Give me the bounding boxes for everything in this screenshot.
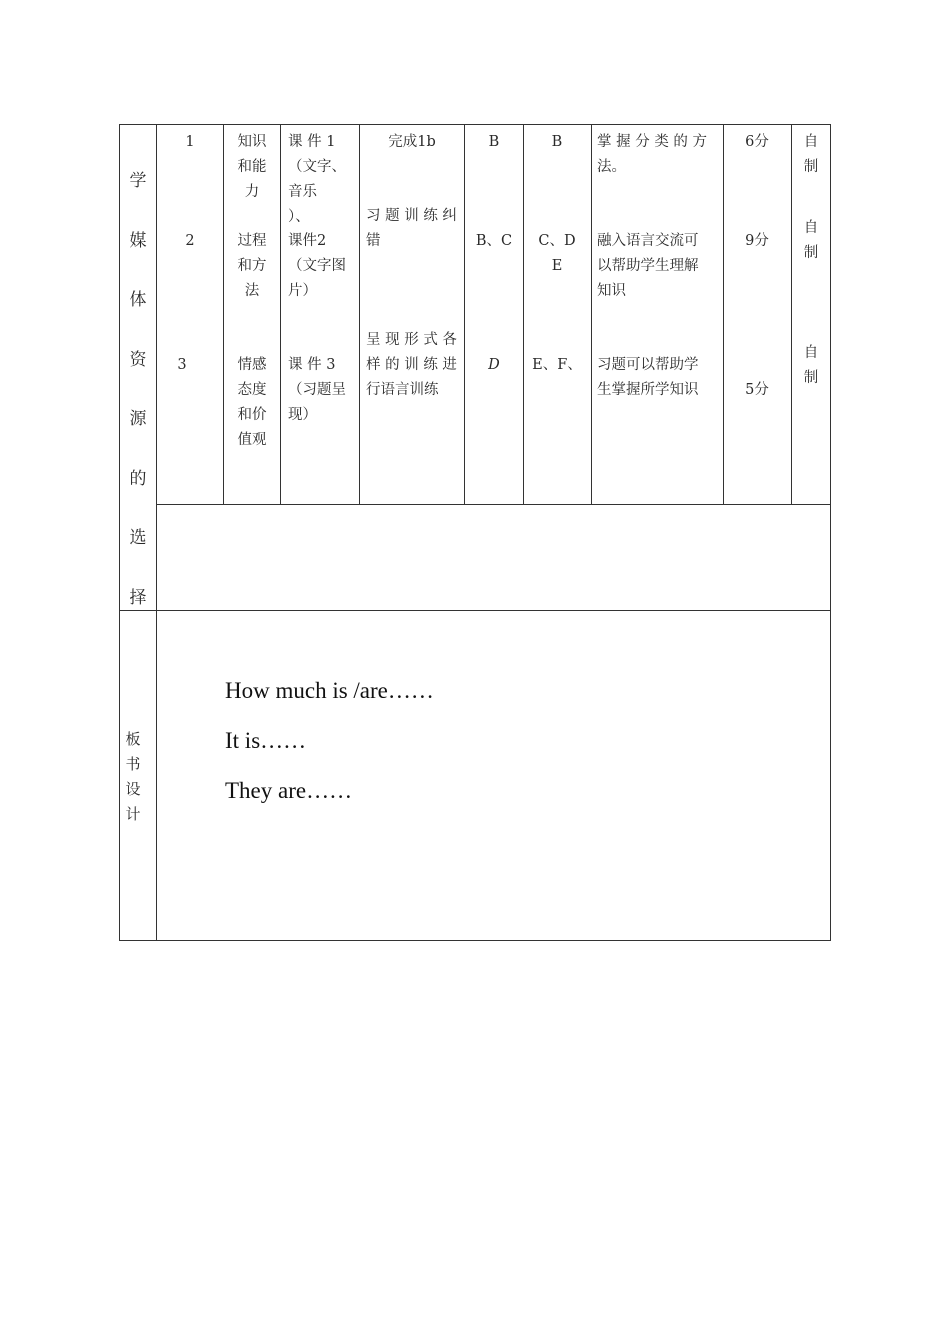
cell-col5: B、C xyxy=(475,233,513,249)
effect: 习题可以帮助学 生掌握所学知识 xyxy=(597,357,699,398)
effect: 掌 握 分 类 的 方 法。 xyxy=(597,134,708,175)
label-char: 的 xyxy=(129,468,147,489)
col-divider xyxy=(280,124,281,504)
board-line-3: They are…… xyxy=(225,778,353,803)
border-label-col xyxy=(156,124,157,941)
label-board-design xyxy=(120,727,146,827)
label-char: 学 xyxy=(129,171,147,191)
teaching-goal: 知识 和能 力 xyxy=(237,134,267,200)
activity: 完成1b xyxy=(388,134,436,150)
label-char: 书 xyxy=(125,755,141,773)
label-char: 择 xyxy=(129,587,147,608)
col-divider xyxy=(723,124,724,504)
courseware: 课 件 3 （习题呈 现） xyxy=(288,357,346,423)
cell-col6: E、F、 xyxy=(532,357,582,373)
col-divider xyxy=(791,124,792,504)
border-right xyxy=(830,124,831,941)
row-number: 1 xyxy=(185,134,195,150)
row-number: 3 xyxy=(177,357,187,373)
source: 自 制 xyxy=(803,134,819,175)
label-char: 资 xyxy=(129,349,147,370)
source: 自 制 xyxy=(803,345,819,386)
effect: 融入语言交流可 以帮助学生理解 知识 xyxy=(597,233,699,299)
teaching-goal: 情感 态度 和价 值观 xyxy=(237,357,267,448)
border-section xyxy=(119,610,831,611)
duration: 6分 xyxy=(745,134,769,150)
courseware: 课件2 （文字图 片） xyxy=(288,233,346,299)
col-divider xyxy=(464,124,465,504)
cell-col6: B xyxy=(551,134,563,150)
label-char: 体 xyxy=(129,290,147,310)
board-line-1: How much is /are…… xyxy=(225,678,434,703)
row-number: 2 xyxy=(185,233,195,249)
border-bottom xyxy=(119,940,831,941)
activity: 呈 现 形 式 各 样 的 训 练 进 行语言训练 xyxy=(366,332,457,398)
activity: 习 题 训 练 纠 错 xyxy=(366,208,457,249)
border-top xyxy=(119,124,831,125)
cell-col5: B xyxy=(488,134,500,150)
label-char: 源 xyxy=(129,409,147,429)
teaching-goal: 过程 和方 法 xyxy=(237,233,267,299)
cell-col6: C、D E xyxy=(538,233,576,274)
col-divider xyxy=(591,124,592,504)
label-char: 选 xyxy=(129,528,147,548)
col-divider xyxy=(223,124,224,504)
duration: 5分 xyxy=(745,382,769,398)
label-media-selection xyxy=(120,152,156,628)
col-divider xyxy=(523,124,524,504)
source: 自 制 xyxy=(803,220,819,261)
col-divider xyxy=(359,124,360,504)
board-line-2: It is…… xyxy=(225,728,307,753)
label-char: 计 xyxy=(125,805,141,823)
duration: 9分 xyxy=(745,233,769,249)
border-inner-row xyxy=(156,504,831,505)
label-char: 设 xyxy=(125,780,141,798)
cell-col5: D xyxy=(488,357,500,373)
label-char: 板 xyxy=(125,730,141,748)
courseware: 课 件 1 （文字、 音乐 ）、 xyxy=(288,134,346,225)
label-char: 媒 xyxy=(129,230,147,251)
